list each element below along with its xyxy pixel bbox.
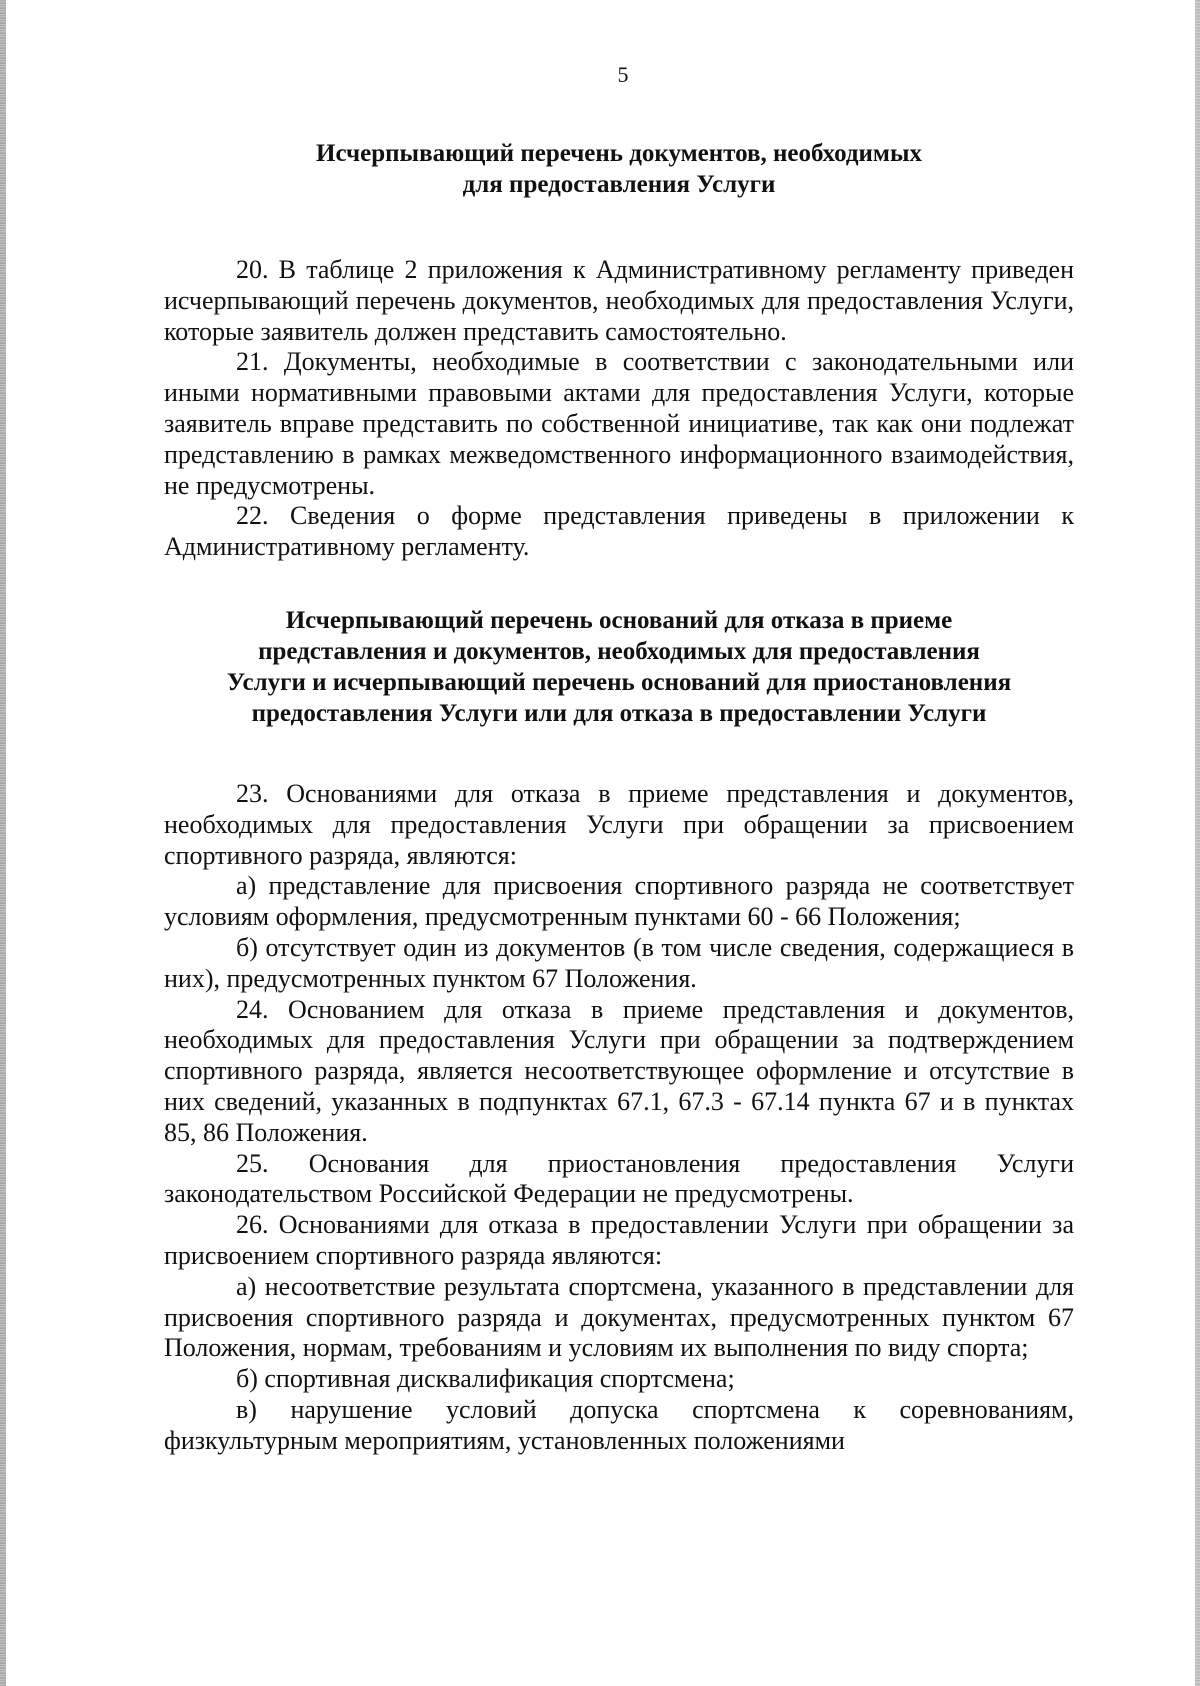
paragraph-20: 20. В таблице 2 приложения к Административному регламенту приведен исчерпывающий перечень документов, необходимых для предоставления Услуги, которые заявитель должен представить самостоятельно. [164,255,1074,346]
paragraph-26-c: в) нарушение условий допуска спортсмена к соревнованиям, физкультурным мероприятиям, установленных положениями [164,1394,1074,1455]
page-number: 5 [617,62,629,87]
paragraph-25: 25. Основания для приостановления предоставления Услуги законодательством Российской Федерации не предусмотрены. [164,1148,1074,1209]
paragraph-26: 26. Основаниями для отказа в предоставлении Услуги при обращении за присвоением спортивного разряда являются: [164,1210,1074,1270]
scan-edge-right [1195,0,1200,1686]
scan-edge-left [0,0,6,1686]
document-body [164,130,1074,1457]
paragraph-24: 24. Основанием для отказа в приеме представления и документов, необходимых для предоставления Услуги при обращении за подтверждением спортивного разряда, является несоответствующее оформление и отсутствие в них сведений, указанных в подпунктах 67.1, 67.3 - 67.14 пункта 67 и в пунктах 85, 86 Положения. [164,994,1074,1147]
heading-line: для предоставления Услуги [462,171,776,198]
section-heading-refusal-grounds [164,605,1074,729]
paragraph-26-b: б) спортивная дисквалификация спортсмена; [236,1364,735,1394]
paragraph-23-a: а) представление для присвоения спортивного разряда не соответствует условиям оформления, предусмотренным пунктами 60 - 66 Положения; [164,871,1074,932]
heading-line: предоставления Услуги или для отказа в предоставлении Услуги [251,699,987,727]
paragraph-26-a: а) несоответствие результата спортсмена, указанного в представлении для присвоения спортивного разряда и документах, предусмотренных пунктом 67 Положения, нормам, требованиям и условиям их выполнения по виду спорта; [164,1271,1074,1363]
heading-line: Исчерпывающий перечень документов, необходимых [316,140,922,167]
heading-line: Услуги и исчерпывающий перечень оснований для приостановления [226,668,1012,696]
paragraph-22: 22. Сведения о форме представления приведены в приложении к Административному регламенту. [164,501,1074,562]
paragraph-23: 23. Основаниями для отказа в приеме представления и документов, необходимых для предоставления Услуги при обращении за присвоением спортивного разряда, являются: [164,778,1074,870]
heading-line: представления и документов, необходимых для предоставления [258,637,980,665]
paragraph-21: 21. Документы, необходимые в соответствии с законодательными или иными нормативными правовыми актами для предоставления Услуги, которые заявитель вправе представить по собственной инициативе, так как они подлежат представлению в рамках межведомственного информационного взаимодействия, не предусмотрены. [164,347,1074,500]
heading-line: Исчерпывающий перечень оснований для отказа в приеме [285,606,953,634]
section-heading-required-documents [164,138,1074,200]
paragraph-23-b: б) отсутствует один из документов (в том числе сведения, содержащиеся в них), предусмотренных пунктом 67 Положения. [164,932,1074,993]
